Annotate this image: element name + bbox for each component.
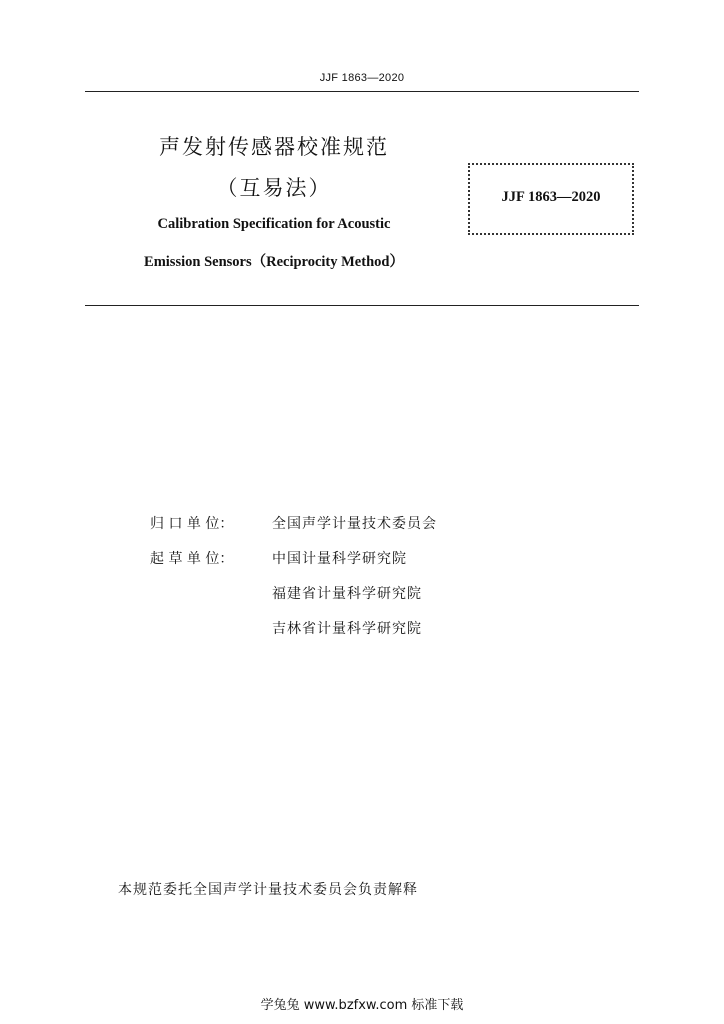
top-rule bbox=[85, 91, 639, 92]
title-english-line1: Calibration Specification for Acoustic bbox=[157, 216, 391, 232]
drafting-unit-label: 起 草 单 位： bbox=[150, 551, 234, 567]
drafting-unit-value-3: 吉林省计量科学研究院 bbox=[272, 621, 422, 637]
title-bottom-rule bbox=[85, 305, 639, 306]
header-standard-code: JJF 1863—2020 bbox=[319, 72, 405, 84]
title-chinese-subtitle: （互易法） bbox=[216, 176, 332, 200]
responsible-unit-label: 归 口 单 位： bbox=[150, 516, 234, 532]
responsible-unit-value: 全国声学计量技术委员会 bbox=[272, 516, 437, 532]
title-chinese: 声发射传感器校准规范 bbox=[159, 135, 389, 159]
standard-code-box bbox=[468, 163, 634, 235]
drafting-unit-value-2: 福建省计量科学研究院 bbox=[272, 586, 422, 602]
title-english-line2: Emission Sensors（Reciprocity Method） bbox=[144, 254, 404, 270]
drafting-unit-value-1: 中国计量科学研究院 bbox=[272, 551, 407, 567]
standard-code-box-text: JJF 1863—2020 bbox=[501, 189, 601, 205]
footer-watermark[interactable]: 学兔兔 www.bzfxw.com 标准下载 bbox=[260, 998, 464, 1013]
interpretation-note: 本规范委托全国声学计量技术委员会负责解释 bbox=[118, 882, 418, 898]
